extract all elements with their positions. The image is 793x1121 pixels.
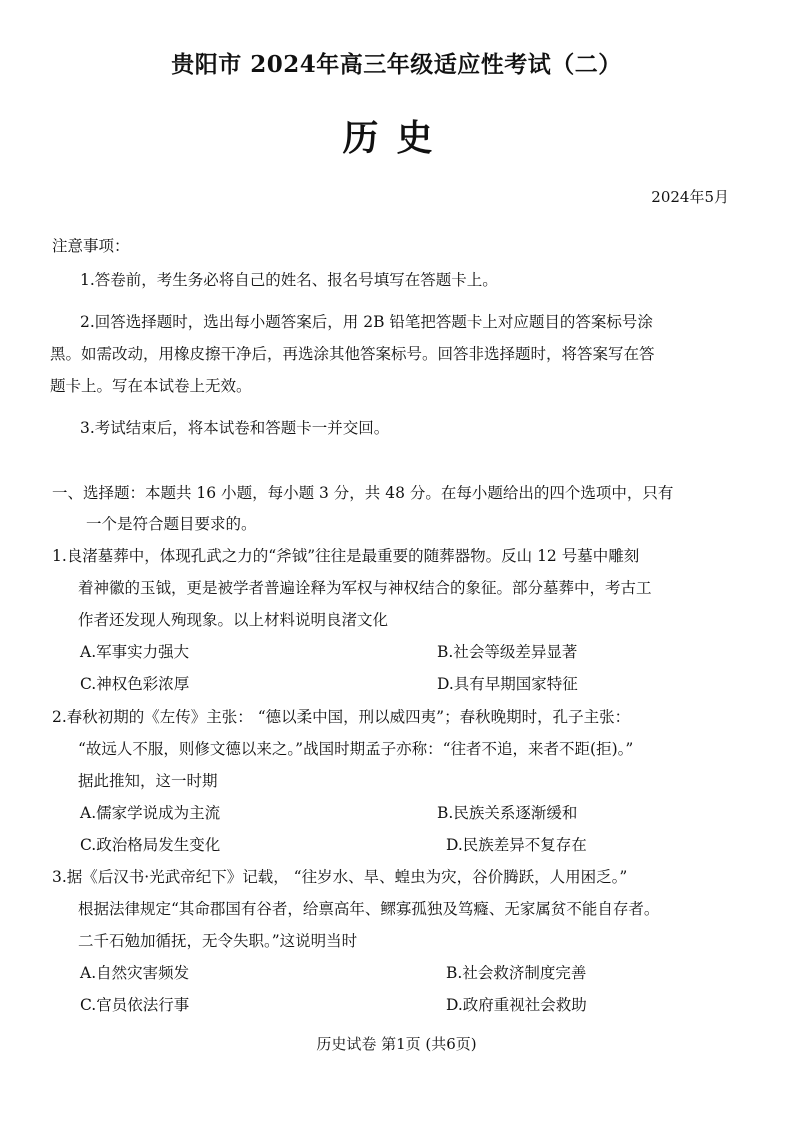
- question-1-option-d: D.具有早期国家特征: [437, 675, 578, 693]
- question-1-option-b: B.社会等级差异显著: [437, 643, 578, 661]
- question-2-line-3: 据此推知，这一时期: [78, 772, 218, 790]
- section-heading: 一、选择题：本题共 16 小题，每小题 3 分，共 48 分。在每小题给出的四个选项中，只有: [52, 484, 674, 502]
- question-1-option-a: A.军事实力强大: [80, 643, 190, 661]
- question-1-line-3: 作者还发现人殉现象。以上材料说明良渚文化: [78, 611, 389, 629]
- exam-title: 贵阳市 2024年高三年级适应性考试（二）: [171, 51, 622, 78]
- question-2-option-c: C.政治格局发生变化: [80, 836, 221, 854]
- notice-item-2-cont: 黑。如需改动，用橡皮擦干净后，再选涂其他答案标号。回答非选择题时，将答案写在答: [50, 345, 655, 363]
- question-3-line-1: 3.据《后汉书·光武帝纪下》记载， “往岁水、旱、蝗虫为灾，谷价腾跃，人用困乏。”: [52, 868, 628, 886]
- question-3-line-2: 根据法律规定“其命郡国有谷者，给禀高年、鳏寡孤独及笃癃、无家属贫不能自存者。: [78, 900, 660, 918]
- exam-date: 2024年5月: [651, 188, 729, 206]
- notice-item-1: 1.答卷前，考生务必将自己的姓名、报名号填写在答题卡上。: [80, 271, 498, 289]
- question-2-option-a: A.儒家学说成为主流: [80, 804, 221, 822]
- question-3-option-c: C.官员依法行事: [80, 996, 190, 1014]
- notice-title: 注意事项：: [52, 237, 130, 255]
- question-3-option-b: B.社会救济制度完善: [446, 964, 587, 982]
- question-2-option-b: B.民族关系逐渐缓和: [437, 804, 578, 822]
- notice-item-3: 3.考试结束后，将本试卷和答题卡一并交回。: [80, 419, 390, 437]
- subject-title: 历史: [342, 117, 451, 159]
- page-footer: 历史试卷 第1页 (共6页): [316, 1035, 477, 1053]
- question-3-line-3: 二千石勉加循抚，无令失职。”这说明当时: [78, 932, 358, 950]
- notice-item-2-cont2: 题卡上。写在本试卷上无效。: [50, 377, 252, 395]
- question-1-line-2: 着神徽的玉钺，更是被学者普遍诠释为军权与神权结合的象征。部分墓葬中，考古工: [78, 579, 652, 597]
- question-1-line-1: 1.良渚墓葬中，体现孔武之力的“斧钺”往往是最重要的随葬器物。反山 12 号墓中雕刻: [52, 547, 640, 565]
- question-3-option-a: A.自然灾害频发: [80, 964, 190, 982]
- question-1-option-c: C.神权色彩浓厚: [80, 675, 190, 693]
- question-2-option-d: D.民族差异不复存在: [446, 836, 587, 854]
- question-3-option-d: D.政府重视社会救助: [446, 996, 587, 1014]
- notice-item-2: 2.回答选择题时，选出每小题答案后，用 2B 铅笔把答题卡上对应题目的答案标号涂: [80, 313, 653, 331]
- question-2-line-1: 2.春秋初期的《左传》主张： “德以柔中国，刑以威四夷”；春秋晚期时，孔子主张：: [52, 708, 631, 726]
- section-heading-cont: 一个是符合题目要求的。: [86, 515, 257, 533]
- question-2-line-2: “故远人不服，则修文德以来之。”战国时期孟子亦称：“往者不追，来者不距(拒)。”: [78, 740, 634, 758]
